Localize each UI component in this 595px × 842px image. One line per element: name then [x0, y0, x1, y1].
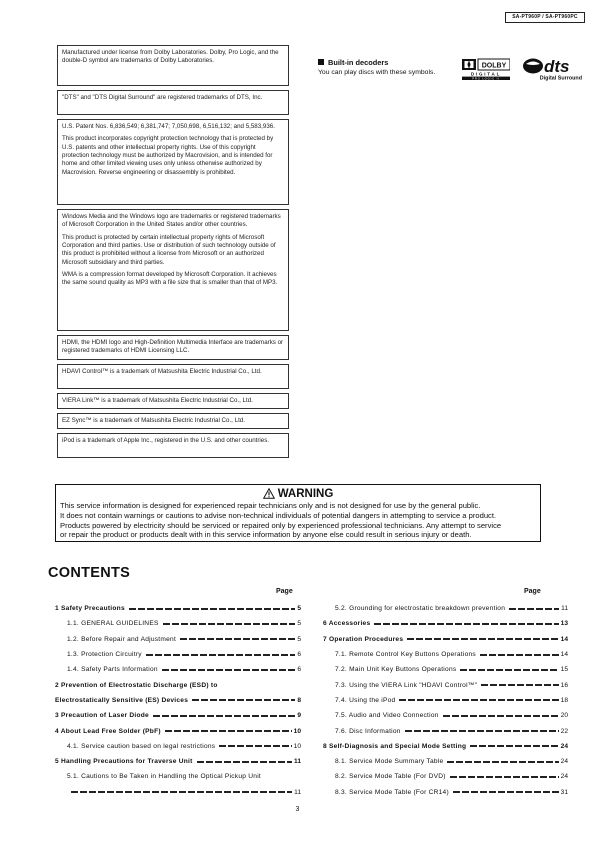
- toc-entry-title: 8.3. Service Mode Table (For CR14): [335, 788, 449, 796]
- toc-leader-dashes: [453, 791, 559, 793]
- notice-box-ipod: [57, 433, 289, 458]
- warning-triangle-icon: [263, 488, 275, 499]
- toc-entry[interactable]: [323, 662, 568, 677]
- toc-entry[interactable]: [323, 647, 568, 662]
- toc-entry-page: 14: [560, 635, 568, 643]
- toc-leader-dashes: [197, 761, 293, 763]
- notice-paragraph: This product incorporates copyright protection technology that is protected by U.S. patents and other intellectual property rights. Use of this copyright protection technology must be authorized by Macrovision, and is intended for home and other limited viewing uses only unless otherwise authorized by Macrovision. Reverse engineering or disassembly is prohibited.: [62, 135, 274, 176]
- toc-right-column: [323, 601, 568, 800]
- warning-title: WARNING: [277, 488, 334, 500]
- toc-entry[interactable]: [55, 616, 301, 631]
- warning-line: Products powered by electricity should be serviced or repaired only by experienced professional technicians. Any attempt to service: [60, 520, 502, 530]
- toc-entry-title: 1 Safety Precautions: [55, 605, 125, 613]
- toc-entry[interactable]: [323, 693, 568, 708]
- toc-entry-page: 22: [560, 727, 568, 735]
- toc-entry-title: 7.5. Audio and Video Connection: [335, 712, 439, 720]
- toc-entry-page: 18: [560, 696, 568, 704]
- toc-entry-page: 14: [560, 651, 568, 659]
- toc-leader-dashes: [153, 715, 295, 717]
- warning-box: [55, 484, 541, 542]
- toc-entry-page: 24: [560, 758, 568, 766]
- toc-entry-title: 4.1. Service caution based on legal restrictions: [67, 742, 216, 750]
- toc-entry[interactable]: [323, 601, 568, 616]
- toc-entry[interactable]: [55, 601, 301, 616]
- toc-entry[interactable]: [323, 677, 568, 692]
- toc-entry-page: 20: [560, 712, 568, 720]
- dolby-digital-logo: [462, 58, 510, 80]
- toc-entry[interactable]: [55, 662, 301, 677]
- toc-entry[interactable]: [55, 693, 301, 708]
- notice-box-viera: [57, 393, 289, 409]
- toc-entry-title: 5 Handling Precautions for Traverse Unit: [55, 758, 193, 766]
- toc-page-header-left: Page: [276, 588, 293, 595]
- dolby-word: DOLBY: [481, 62, 507, 70]
- toc-leader-dashes: [447, 761, 558, 763]
- toc-leader-dashes: [470, 745, 558, 747]
- toc-leader-dashes: [460, 669, 558, 671]
- toc-entry-title: 8 Self-Diagnosis and Special Mode Setting: [323, 742, 467, 750]
- notice-paragraph: HDMI, the HDMI logo and High-Definition Multimedia Interface are trademarks or registered trademarks of HDMI Licensing LLC.: [62, 339, 284, 355]
- toc-entry-title: 7.4. Using the iPod: [335, 696, 396, 704]
- toc-leader-dashes: [180, 638, 295, 640]
- toc-entry[interactable]: [323, 754, 568, 769]
- toc-left-column: [55, 601, 301, 800]
- notice-paragraph: HDAVI Control™ is a trademark of Matsushita Electric Industrial Co., Ltd.: [62, 368, 262, 375]
- notice-paragraph: WMA is a compression format developed by Microsoft Corporation. It achieves the same sound quality as MP3 with a file size that is smaller than that of MP3.: [62, 271, 278, 287]
- notice-paragraph: Windows Media and the Windows logo are trademarks or registered trademarks of Microsoft Corporation in the United States and/or other countries.: [62, 213, 281, 229]
- toc-leader-dashes: [71, 791, 292, 793]
- toc-page-header-right: Page: [524, 588, 541, 595]
- dts-sub: Digital Surround: [539, 75, 582, 81]
- toc-entry[interactable]: [55, 708, 301, 723]
- toc-entry-title: 2 Prevention of Electrostatic Discharge (ESD) to: [55, 681, 218, 689]
- warning-line: It does not contain warnings or cautions to advise non-technical individuals of potential dangers in attempting to service a product.: [60, 510, 497, 520]
- notice-paragraph: iPod is a trademark of Apple Inc., registered in the U.S. and other countries.: [62, 437, 270, 444]
- toc-entry-page: 11: [294, 788, 301, 796]
- toc-leader-dashes: [443, 715, 559, 717]
- toc-entry-page: 9: [297, 712, 301, 720]
- toc-leader-dashes: [374, 623, 558, 625]
- toc-leader-dashes: [146, 654, 296, 656]
- toc-entry[interactable]: [55, 632, 301, 647]
- toc-entry-title: 5.1. Cautions to Be Taken in Handling the Optical Pickup Unit: [67, 773, 261, 781]
- toc-entry-title: 7.3. Using the VIERA Link "HDAVI Control™": [335, 681, 478, 689]
- toc-entry[interactable]: [55, 785, 301, 800]
- toc-entry-title: 7.6. Disc Information: [335, 727, 401, 735]
- toc-entry-page: 15: [560, 666, 568, 674]
- toc-leader-dashes: [481, 684, 558, 686]
- notice-paragraph: This product is protected by certain intellectual property rights of Microsoft Corporation and third parties. Use or distribution of such technology outside of this product is prohibited without a license from Microsoft or an authorized Microsoft subsidiary and third parties.: [62, 233, 276, 266]
- toc-entry[interactable]: [55, 769, 301, 784]
- notice-box-dolby: [57, 45, 289, 86]
- toc-leader-dashes: [162, 669, 296, 671]
- dts-digital-surround-logo: [522, 57, 584, 81]
- toc-entry[interactable]: [323, 616, 568, 631]
- toc-entry[interactable]: [55, 723, 301, 738]
- toc-leader-dashes: [450, 776, 559, 778]
- notice-paragraph: Manufactured under license from Dolby Laboratories. Dolby, Pro Logic, and the double-D symbol are trademarks of Dolby Laboratories.: [62, 49, 279, 65]
- toc-entry-title: 8.2. Service Mode Table (For DVD): [335, 773, 446, 781]
- toc-entry[interactable]: [323, 739, 568, 754]
- toc-entry[interactable]: [55, 754, 301, 769]
- toc-leader-dashes: [407, 638, 558, 640]
- toc-entry-page: 10: [293, 727, 301, 735]
- toc-entry-title: 1.2. Before Repair and Adjustment: [67, 635, 177, 643]
- toc-entry-page: 5: [297, 620, 301, 628]
- legal-notices: [57, 45, 289, 462]
- toc-entry-page: 8: [297, 696, 301, 704]
- toc-entry-title: 1.3. Protection Circuitry: [67, 651, 142, 659]
- toc-entry-title: 1.4. Safety Parts Information: [67, 666, 158, 674]
- warning-line: or repair the product or products dealt with in this service information by anyone else could result in serious injury or death.: [60, 530, 472, 540]
- toc-entry-page: 24: [560, 773, 568, 781]
- toc-leader-dashes: [192, 699, 295, 701]
- toc-entry[interactable]: [323, 769, 568, 784]
- notice-box-dts: [57, 90, 289, 115]
- toc-entry-title: 8.1. Service Mode Summary Table: [335, 758, 444, 766]
- notice-paragraph: EZ Sync™ is a trademark of Matsushita Electric Industrial Co., Ltd.: [62, 417, 245, 424]
- dolby-sub: DIGITAL: [470, 71, 502, 77]
- toc-entry[interactable]: [55, 739, 301, 754]
- toc-entry-page: 5: [297, 635, 301, 643]
- toc-entry-page: 16: [560, 681, 568, 689]
- model-label: SA-PT960P / SA-PT960PC: [505, 12, 585, 23]
- toc-entry[interactable]: [323, 785, 568, 800]
- toc-entry-page: 11: [561, 605, 568, 613]
- notice-box-hdmi: [57, 335, 289, 360]
- decoders-title: Built-in decoders: [328, 58, 389, 67]
- toc-entry[interactable]: [323, 708, 568, 723]
- built-in-decoders: [318, 57, 588, 81]
- warning-line: This service information is designed for experienced repair technicians only and is not designed for use by the general public.: [60, 501, 481, 510]
- toc-entry-page: 31: [560, 788, 568, 796]
- bullet-square-icon: [318, 59, 324, 65]
- toc-entry-title: 6 Accessories: [323, 620, 371, 628]
- toc-entry-page: 5: [297, 605, 301, 613]
- toc-leader-dashes: [163, 623, 296, 625]
- toc-entry[interactable]: [323, 723, 568, 738]
- toc-entry-page: 6: [297, 666, 301, 674]
- notice-box-ezsync: [57, 413, 289, 429]
- toc-entry-page: 24: [560, 742, 568, 750]
- toc-entry-page: 10: [293, 742, 301, 750]
- toc-leader-dashes: [219, 745, 291, 747]
- toc-entry-title: 7.2. Main Unit Key Buttons Operations: [335, 666, 457, 674]
- toc-entry[interactable]: [323, 632, 568, 647]
- toc-entry-page: 11: [294, 758, 301, 766]
- toc-leader-dashes: [509, 608, 559, 610]
- toc-leader-dashes: [399, 699, 558, 701]
- toc-entry[interactable]: [55, 647, 301, 662]
- toc-entry-page: 13: [560, 620, 568, 628]
- notice-box-hdavi: [57, 364, 289, 389]
- toc-leader-dashes: [480, 654, 559, 656]
- notice-paragraph: "DTS" and "DTS Digital Surround" are registered trademarks of DTS, Inc.: [62, 94, 263, 101]
- toc-entry-title: 5.2. Grounding for electrostatic breakdown prevention: [335, 605, 506, 613]
- notice-paragraph: VIERA Link™ is a trademark of Matsushita Electric Industrial Co., Ltd.: [62, 397, 253, 404]
- dts-word: dts: [544, 57, 570, 76]
- toc-leader-dashes: [129, 608, 295, 610]
- contents-title: CONTENTS: [48, 565, 131, 581]
- decoders-text: You can play discs with these symbols.: [318, 69, 436, 76]
- notice-box-microsoft: [57, 209, 289, 331]
- toc-entry[interactable]: [55, 677, 301, 692]
- toc-entry-title: 7.1. Remote Control Key Buttons Operations: [335, 651, 476, 659]
- toc-entry-title: 3 Precaution of Laser Diode: [55, 712, 149, 720]
- toc-entry-title: Electrostatically Sensitive (ES) Devices: [55, 696, 189, 704]
- toc-leader-dashes: [405, 730, 559, 732]
- toc-entry-title: 7 Operation Procedures: [323, 635, 404, 643]
- notice-paragraph: U.S. Patent Nos. 6,836,549; 6,381,747; 7,050,698, 6,516,132; and 5,583,936.: [62, 123, 275, 130]
- page-number: 3: [295, 806, 300, 813]
- toc-entry-title: 4 About Lead Free Solder (PbF): [55, 727, 161, 735]
- toc-entry-title: 1.1. GENERAL GUIDELINES: [67, 620, 159, 628]
- dolby-sub2: PRO LOGIC II: [472, 76, 500, 80]
- toc-entry-page: 6: [297, 651, 301, 659]
- toc-leader-dashes: [165, 730, 292, 732]
- notice-box-macrovision: [57, 119, 289, 205]
